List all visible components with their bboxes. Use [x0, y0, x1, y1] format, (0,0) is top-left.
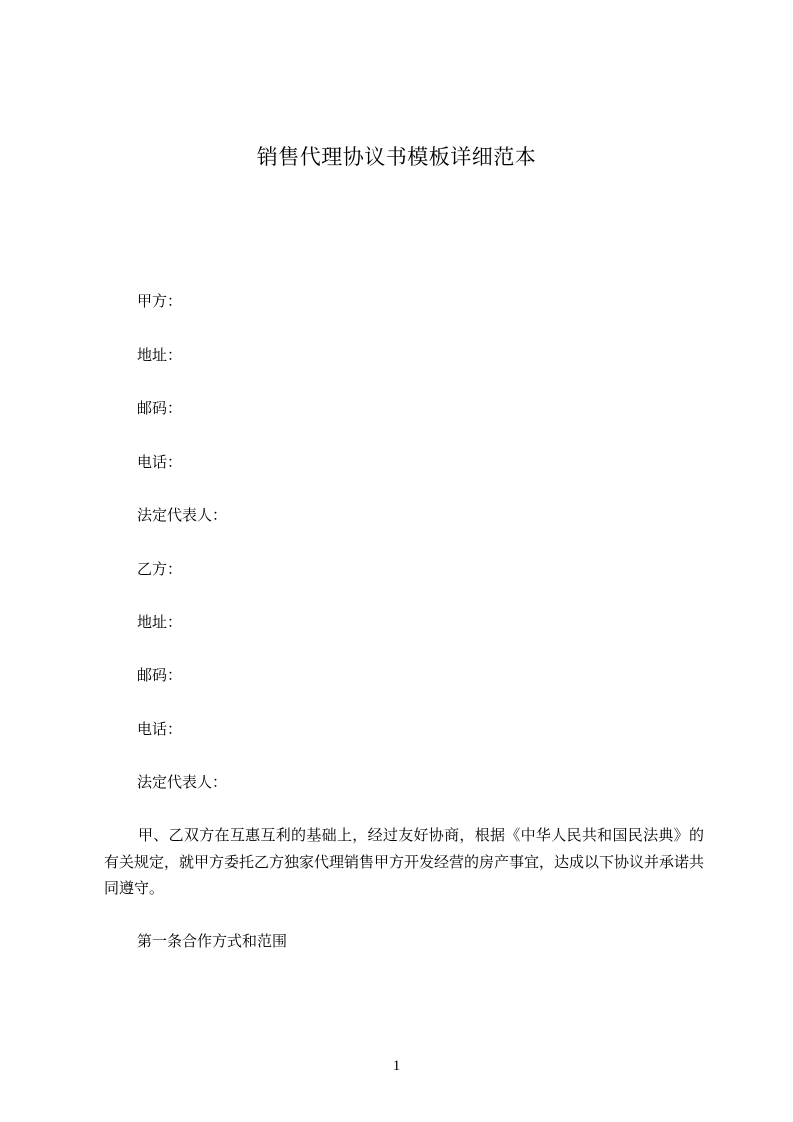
party-a-legal-rep-label: 法定代表人： [137, 506, 228, 524]
party-a-postcode-label: 邮码： [137, 399, 183, 417]
party-a-phone-label: 电话： [137, 453, 183, 471]
party-b-postcode-label: 邮码： [137, 666, 183, 684]
document-title: 销售代理协议书模板详细范本 [256, 145, 537, 169]
page-number: 1 [392, 1058, 401, 1074]
party-b-legal-rep-label: 法定代表人： [137, 773, 228, 791]
party-b-phone-label: 电话： [137, 720, 183, 738]
party-b-address-label: 地址： [137, 613, 183, 631]
intro-paragraph: 甲、乙双方在互惠互利的基础上，经过友好协商，根据《中华人民共和国民法典》的有关规定，就甲方委托乙方独家代理销售甲方开发经营的房产事宜，达成以下协议并承诺共同遵守。 [104, 826, 705, 897]
section-1-heading: 第一条合作方式和范围 [137, 932, 288, 950]
party-b-name-label: 乙方： [137, 560, 183, 578]
party-a-address-label: 地址： [137, 346, 183, 364]
party-a-name-label: 甲方： [137, 292, 183, 310]
